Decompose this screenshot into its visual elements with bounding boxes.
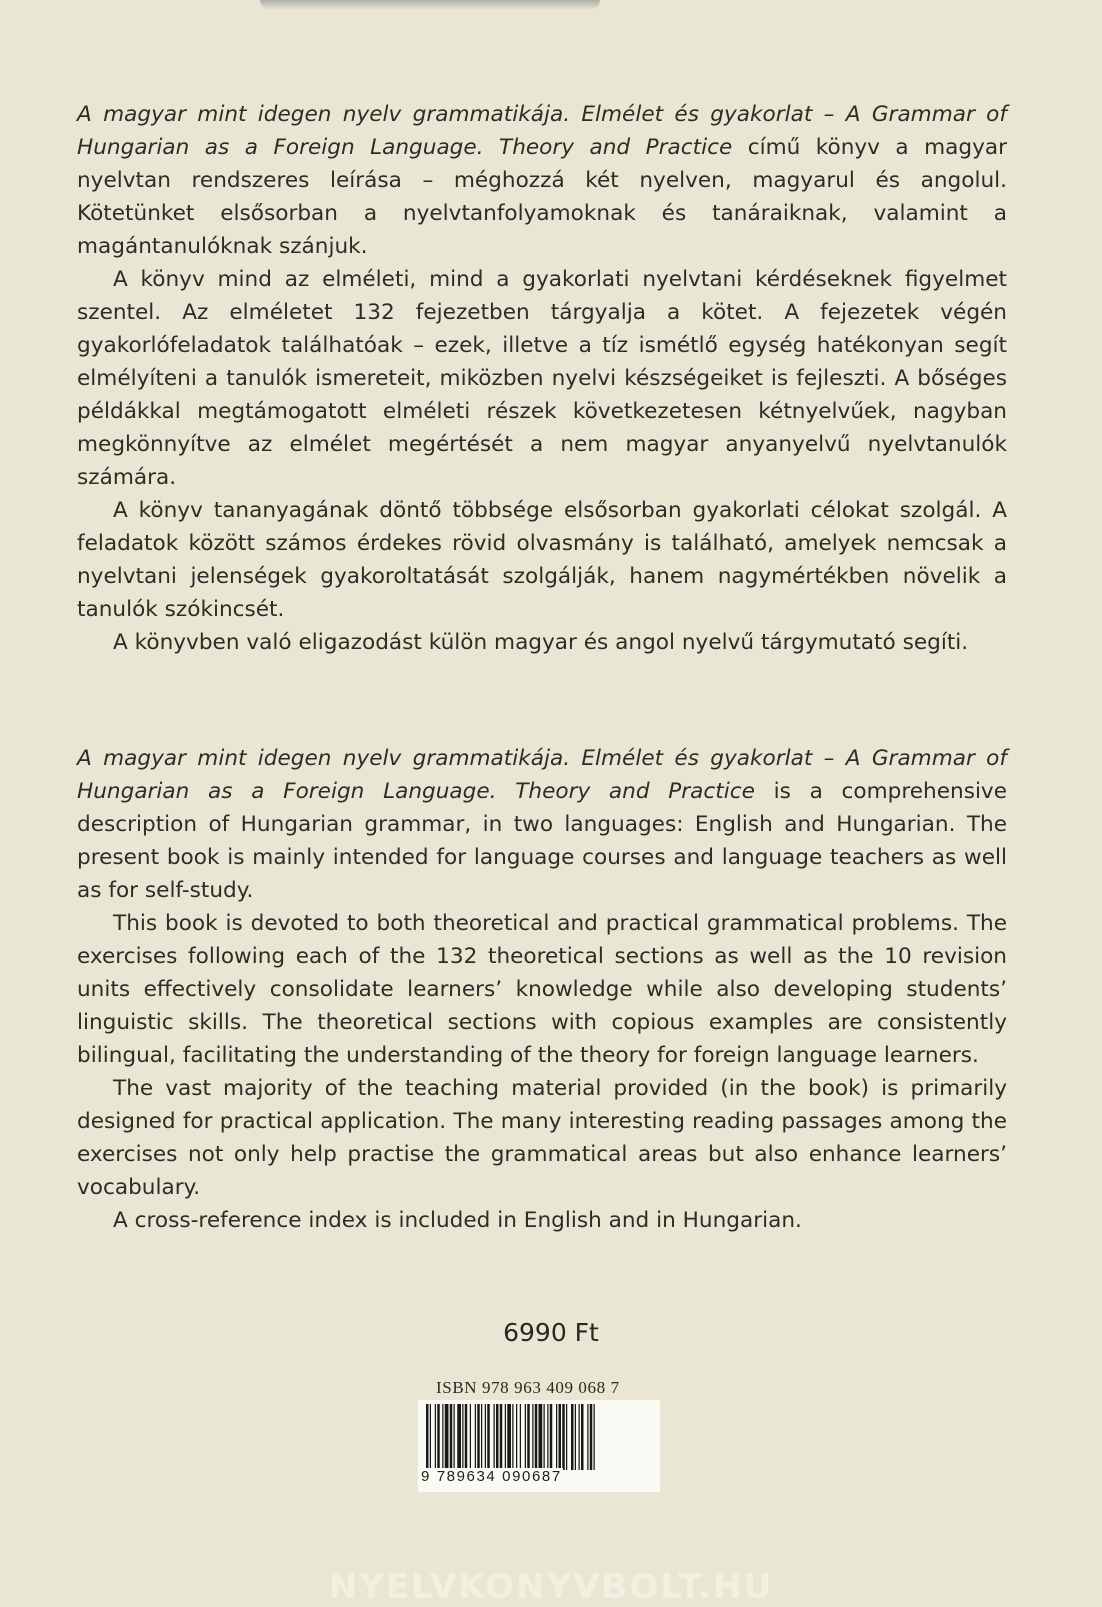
hungarian-description — [77, 98, 1007, 659]
barcode-bar — [556, 1404, 557, 1470]
hu-intro-text: című könyv a magyar nyelvtan rendszeres leírása – méghozzá két nyelven, magyarul és angolul. Kötetünket elsősorban a nyelvtanfolyamoknak és tanáraiknak, valamint a magántanulóknak szánjuk. — [77, 135, 1007, 259]
barcode-bar — [535, 1404, 538, 1470]
en-book-title-hungarian: A magyar mint idegen nyelv grammatikája. Elmélet és gyakorlat – — [77, 746, 835, 771]
barcode-bar — [562, 1404, 565, 1470]
barcode-bar — [500, 1404, 503, 1470]
en-paragraph-3: The vast majority of the teaching material provided (in the book) is primarily designed for practical application. The many interesting reading passages among the exercises not only help practise the grammatical areas but also enhance learners’ vocabulary. — [77, 1076, 1007, 1200]
barcode-bar — [587, 1404, 588, 1470]
barcode-bar — [454, 1404, 455, 1470]
price: 6990 Ft — [503, 1318, 599, 1347]
barcode-bar — [505, 1404, 506, 1470]
hu-paragraph-2: A könyv mind az elméleti, mind a gyakorlati nyelvtani kérdéseknek figyelmet szentel. Az elméletet 132 fejezetben tárgyalja a kötet. A fejezetek végén gyakorlófeladatok találhatóak – ezek, illetve a tíz ismétlő egység hatékonyan segít elmélyíteni a tanulók ismereteit, miközben nyelvi készségeiket is fejleszti. A bőséges példákkal megtámogatott elméleti részek következetesen kétnyelvűek, nagyban megkönnyítve az elmélet megértését a nem magyar anyanyelvű nyelvtanulók számára. — [77, 267, 1007, 490]
barcode-bar — [462, 1404, 463, 1470]
barcode-digits-text: 9 789634 090687 — [421, 1468, 562, 1485]
hu-paragraph-4: A könyvben való eligazodást külön magyar és angol nyelvű tárgymutató segíti. — [113, 630, 969, 655]
barcode-bar — [442, 1404, 443, 1470]
watermark: NYELVKONYVBOLT.HU — [328, 1567, 774, 1607]
barcode-bar — [579, 1404, 580, 1470]
barcode-bar — [494, 1404, 495, 1470]
barcode-bar — [532, 1404, 533, 1470]
barcode-bar — [525, 1404, 526, 1470]
barcode-bar — [477, 1404, 480, 1470]
barcode-bar — [475, 1404, 476, 1470]
barcode-bar — [512, 1404, 513, 1470]
barcode-bar — [437, 1404, 440, 1470]
barcode-bar — [445, 1404, 449, 1470]
barcode-bar — [547, 1404, 548, 1470]
barcode-bar — [481, 1404, 482, 1470]
isbn-number: ISBN 978 963 409 068 7 — [436, 1378, 620, 1397]
barcode-bar — [550, 1404, 553, 1470]
barcode-bar — [450, 1404, 453, 1470]
barcode-bar — [520, 1404, 521, 1470]
barcode-bar — [571, 1404, 574, 1470]
barcode-bar — [487, 1404, 490, 1470]
barcode-bar — [594, 1404, 595, 1470]
barcode-bar — [496, 1404, 499, 1470]
english-description — [77, 742, 1007, 1237]
barcode-bar — [457, 1404, 461, 1470]
barcode-bar — [435, 1404, 436, 1470]
en-paragraph-4: A cross-reference index is included in English and in Hungarian. — [113, 1208, 802, 1233]
en-paragraph-2: This book is devoted to both theoretical and practical grammatical problems. The exercises following each of the 132 theoretical sections as well as the 10 revision units effectively consolidate learners’ knowledge while also developing students’ linguistic skills. The theoretical sections with copious examples are consistently bilingual, facilitating the understanding of the theory for foreign language learners. — [77, 911, 1007, 1068]
barcode-digits — [420, 1468, 660, 1485]
en-intro-paragraph — [77, 742, 1007, 907]
barcode-bar — [527, 1404, 530, 1470]
hu-paragraph-3: A könyv tananyagának döntő többsége elsősorban gyakorlati célokat szolgál. A feladatok között számos érdekes rövid olvasmány is található, amelyek nemcsak a nyelvtani jelenségek gyakoroltatását szolgálják, hanem nagymértékben növelik a tanulók szókincsét. — [77, 498, 1007, 622]
barcode-bar — [559, 1404, 562, 1470]
barcode-bar — [581, 1404, 584, 1470]
hu-book-title-hungarian: A magyar mint idegen nyelv grammatikája. Elmélet és gyakorlat – — [77, 102, 835, 127]
hu-book-title-english: A Grammar of Hungarian as a Foreign Language. Theory and Practice — [77, 102, 1007, 160]
barcode-bar — [566, 1404, 567, 1470]
top-edge-shadow — [260, 0, 600, 10]
en-book-title-english: A Grammar of Hungarian as a Foreign Language. Theory and Practice — [77, 746, 1007, 804]
barcode-bar — [539, 1404, 543, 1470]
barcode-bar — [575, 1404, 576, 1470]
barcode-bar — [507, 1404, 511, 1470]
barcode-bar — [544, 1404, 545, 1470]
barcode-bar — [465, 1404, 468, 1470]
en-intro-text: is a comprehensive description of Hungarian grammar, in two languages: English and Hungarian. The present book is mainly intended for language courses and language teachers as well as for self-study. — [77, 779, 1008, 903]
hu-intro-paragraph — [77, 98, 1007, 263]
barcode-bar — [590, 1404, 593, 1470]
barcode-bar — [470, 1404, 471, 1470]
barcode-bar — [485, 1404, 486, 1470]
